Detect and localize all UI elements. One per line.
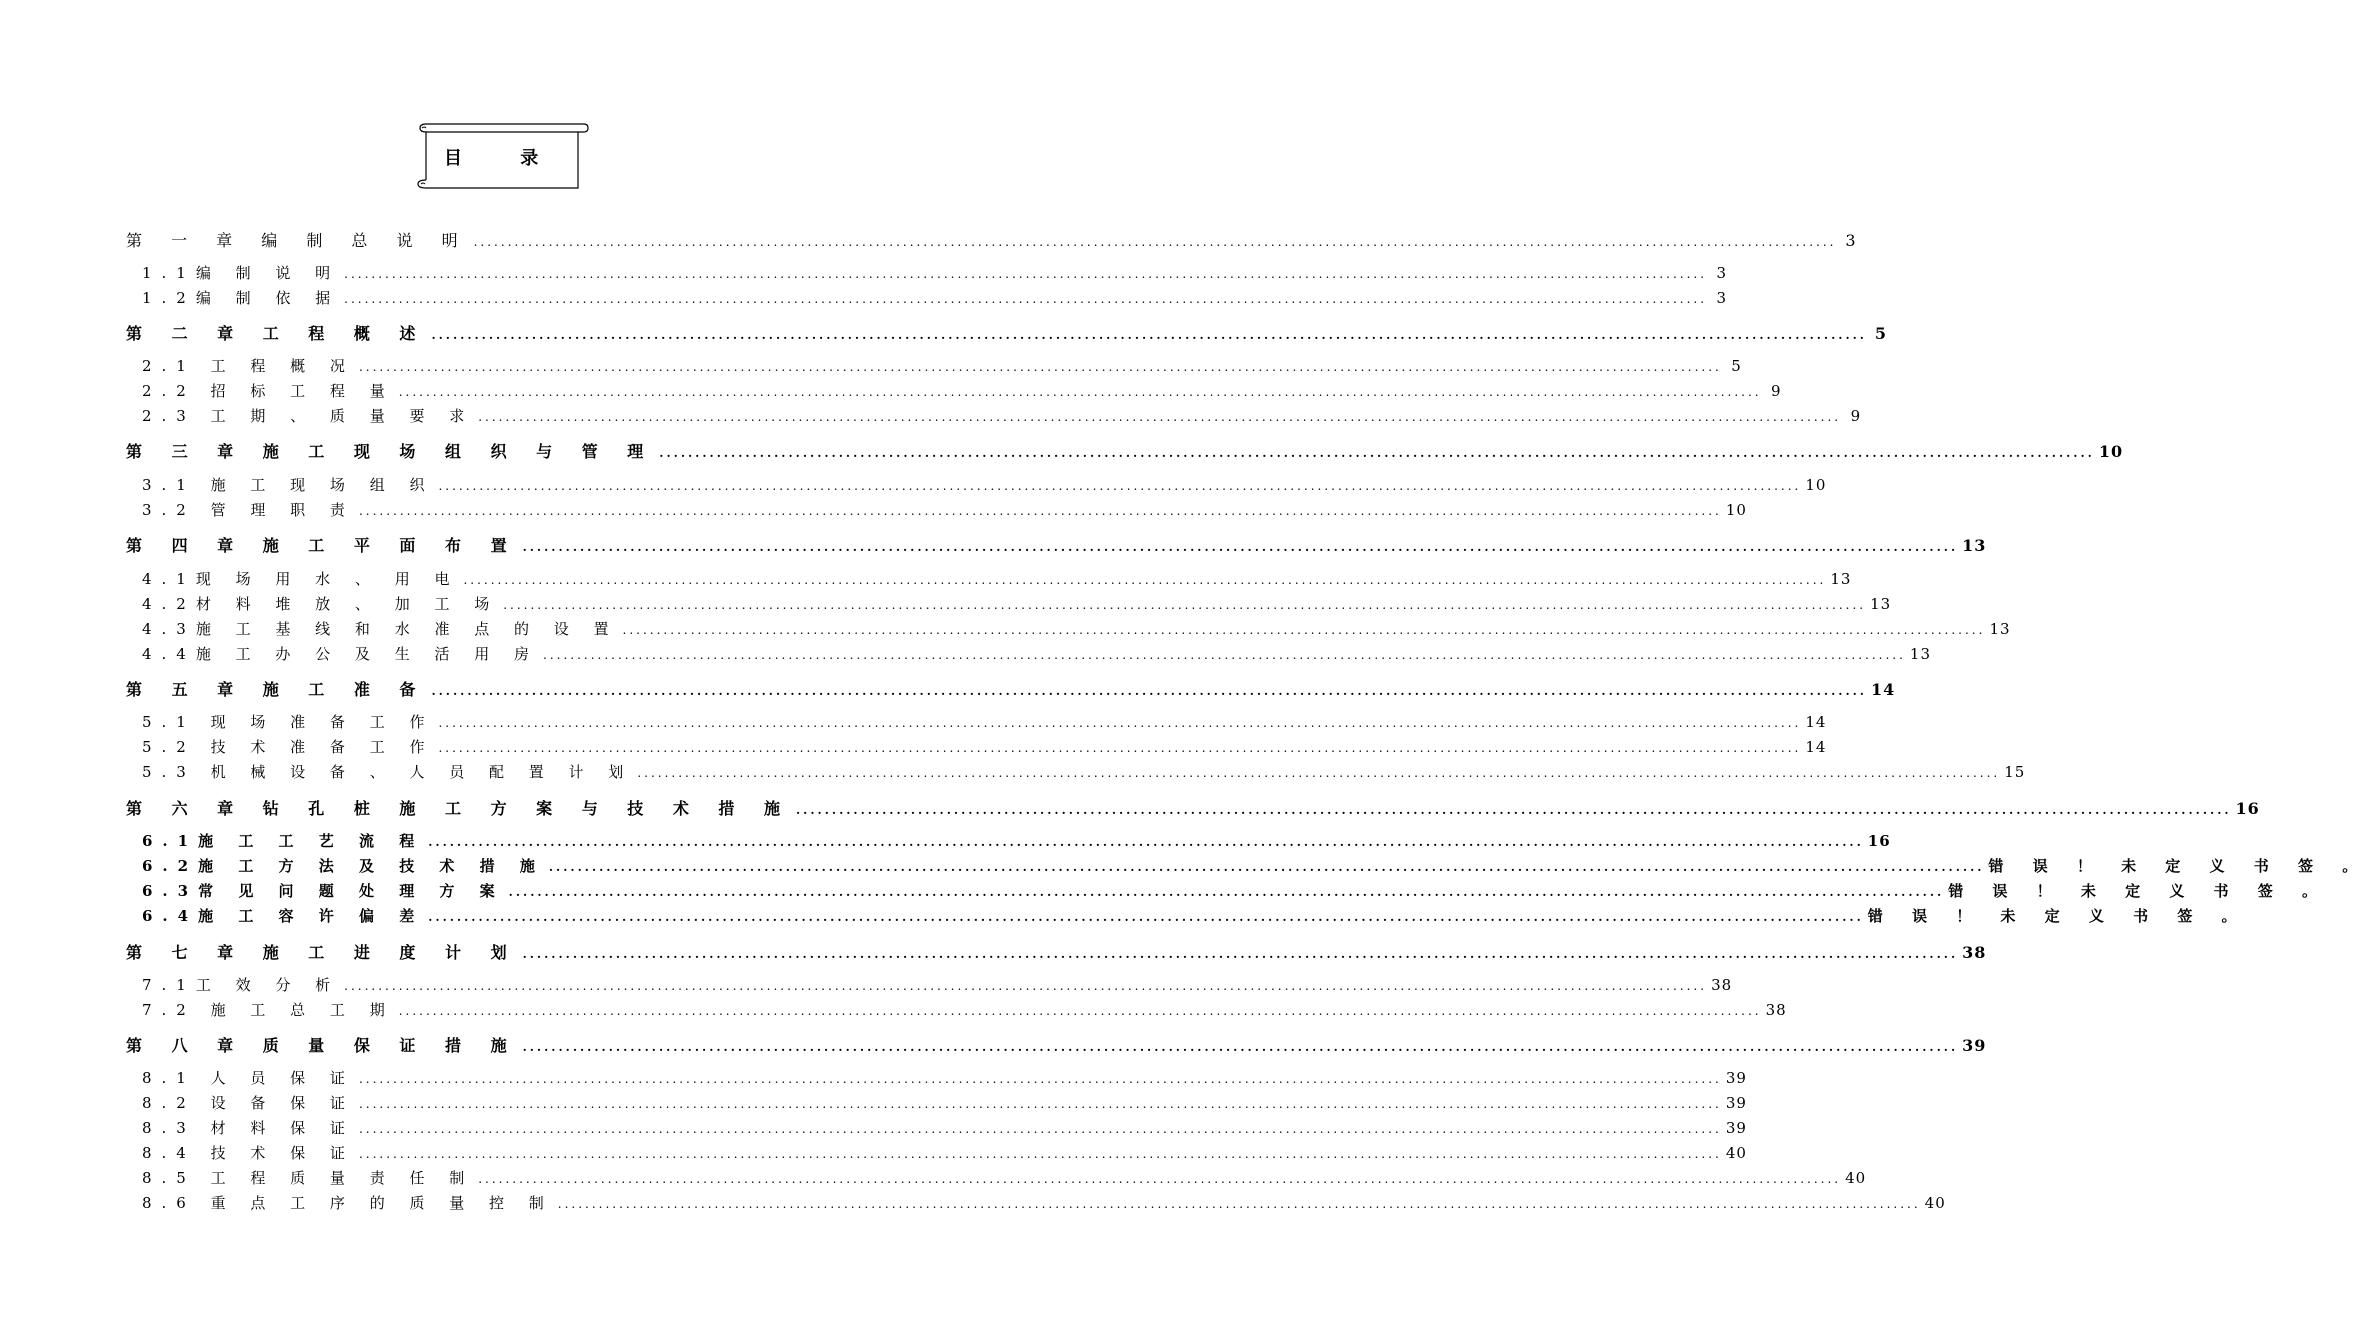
toc-section-entry[interactable]	[142, 568, 1852, 592]
toc-leader-dots: ........................................................................................................................................................................................................	[438, 479, 1802, 493]
toc-chapter-entry[interactable]	[126, 1033, 1987, 1057]
toc-entry-title: 8.1 人 员 保 证	[142, 1069, 355, 1087]
toc-chapter-entry[interactable]	[126, 677, 1896, 701]
toc-entry-title: 8.4 技 术 保 证	[142, 1144, 355, 1162]
toc-section-entry[interactable]	[142, 1092, 1747, 1116]
page-title: 目 录	[444, 148, 565, 169]
toc-entry-title: 第 八 章 质 量 保 证 措 施	[126, 1036, 519, 1055]
toc-entry-title: 4.1现 场 用 水 、 用 电	[142, 570, 460, 588]
toc-entry-title: 1.1编 制 说 明	[142, 264, 341, 282]
toc-entry-title: 4.4施 工 办 公 及 生 活 用 房	[142, 645, 540, 663]
toc-page-number: 39	[1725, 1069, 1747, 1087]
toc-page-number: 39	[1725, 1094, 1747, 1112]
toc-page-number: 10	[1805, 476, 1827, 494]
toc-entry-title: 6.1施 工 工 艺 流 程	[142, 832, 425, 850]
toc-page-number: 39	[1725, 1119, 1747, 1137]
toc-section-entry[interactable]	[142, 1067, 1747, 1091]
toc-entry-title: 第 二 章 工 程 概 述	[126, 324, 428, 343]
toc-section-entry[interactable]	[142, 974, 1733, 998]
toc-section-entry[interactable]	[142, 405, 1862, 429]
toc-entry-title: 3.2 管 理 职 责	[142, 501, 355, 519]
toc-page-number: 16	[2235, 799, 2260, 818]
toc-chapter-entry[interactable]	[126, 940, 1987, 964]
toc-leader-dots: ........................................................................................................................................................................................................	[543, 648, 1906, 662]
toc-chapter-entry[interactable]	[126, 796, 2260, 820]
toc-entry-title: 8.3 材 料 保 证	[142, 1119, 355, 1137]
toc-leader-dots: ........................................................................................................................................................................................................	[344, 267, 1708, 281]
toc-section-entry[interactable]	[142, 499, 1747, 523]
toc-section-entry[interactable]	[142, 830, 1891, 854]
toc-page-number: 13	[1870, 595, 1892, 613]
toc-entry-title: 4.3施 工 基 线 和 水 准 点 的 设 置	[142, 620, 619, 638]
toc-leader-dots: ........................................................................................................................................................................................................	[508, 885, 1945, 899]
toc-entry-title: 7.1工 效 分 析	[142, 976, 341, 994]
toc-leader-dots: ........................................................................................................................................................................................................	[438, 741, 1802, 755]
toc-leader-dots: ........................................................................................................................................................................................................	[796, 803, 2232, 817]
toc-leader-dots: ........................................................................................................................................................................................................	[522, 947, 1959, 961]
toc-leader-dots: ........................................................................................................................................................................................................	[503, 598, 1867, 612]
toc-leader-dots: ........................................................................................................................................................................................................	[428, 835, 1864, 849]
toc-leader-dots: ........................................................................................................................................................................................................	[463, 573, 1827, 587]
toc-leader-dots: ........................................................................................................................................................................................................	[473, 235, 1837, 249]
toc-leader-dots: ........................................................................................................................................................................................................	[622, 623, 1986, 637]
toc-entry-title: 6.3常 见 问 题 处 理 方 案	[142, 882, 505, 900]
toc-section-entry[interactable]	[142, 618, 2011, 642]
toc-page-number: 14	[1870, 680, 1896, 699]
toc-entry-title: 5.3 机 械 设 备 、 人 员 配 置 计 划	[142, 763, 634, 781]
toc-section-entry[interactable]	[142, 880, 2329, 904]
toc-section-entry[interactable]	[142, 905, 2249, 929]
toc-entry-title: 4.2材 料 堆 放 、 加 工 场	[142, 595, 500, 613]
toc-section-entry[interactable]	[142, 855, 2369, 879]
toc-section-entry[interactable]	[142, 1117, 1747, 1141]
toc-entry-title: 2.3 工 期 、 质 量 要 求	[142, 407, 475, 425]
toc-page-number: 14	[1805, 713, 1827, 731]
toc-entry-title: 5.1 现 场 准 备 工 作	[142, 713, 435, 731]
toc-page-number: 13	[1962, 536, 1987, 555]
toc-page-number: 40	[1725, 1144, 1747, 1162]
toc-leader-dots: ........................................................................................................................................................................................................	[659, 446, 2095, 460]
toc-leader-dots: ........................................................................................................................................................................................................	[344, 979, 1708, 993]
toc-page-number: 13	[1989, 620, 2011, 638]
toc-leader-dots: ........................................................................................................................................................................................................	[358, 1072, 1722, 1086]
toc-page-number: 15	[2004, 763, 2026, 781]
toc-leader-dots: ........................................................................................................................................................................................................	[431, 328, 1867, 342]
toc-section-entry[interactable]	[142, 711, 1827, 735]
toc-page-number: 16	[1867, 832, 1891, 850]
toc-error-text: 错 误 ！ 未 定 义 书 签 。	[1867, 907, 2249, 925]
toc-leader-dots: ........................................................................................................................................................................................................	[358, 504, 1722, 518]
toc-chapter-entry[interactable]	[126, 533, 1987, 557]
toc-section-entry[interactable]	[142, 1167, 1867, 1191]
toc-page-number: 10	[1725, 501, 1747, 519]
toc-page-number: 5	[1874, 324, 1887, 343]
toc-entry-title: 第 五 章 施 工 准 备	[126, 680, 428, 699]
toc-leader-dots: ........................................................................................................................................................................................................	[438, 716, 1802, 730]
toc-leader-dots: ........................................................................................................................................................................................................	[557, 1197, 1921, 1211]
toc-leader-dots: ........................................................................................................................................................................................................	[637, 766, 2001, 780]
toc-page-number: 10	[2098, 442, 2124, 461]
toc-section-entry[interactable]	[142, 761, 2026, 785]
toc-page-number: 38	[1962, 943, 1987, 962]
toc-leader-dots: ........................................................................................................................................................................................................	[344, 292, 1708, 306]
toc-leader-dots: ........................................................................................................................................................................................................	[398, 1004, 1762, 1018]
toc-leader-dots: ........................................................................................................................................................................................................	[478, 410, 1842, 424]
toc-page-number: 39	[1962, 1036, 1987, 1055]
toc-leader-dots: ........................................................................................................................................................................................................	[358, 1147, 1722, 1161]
toc-leader-dots: ........................................................................................................................................................................................................	[358, 360, 1722, 374]
toc-entry-title: 6.2施 工 方 法 及 技 术 措 施	[142, 857, 545, 875]
toc-error-text: 错 误 ！ 未 定 义 书 签 。	[1988, 857, 2369, 875]
toc-leader-dots: ........................................................................................................................................................................................................	[398, 385, 1762, 399]
toc-leader-dots: ........................................................................................................................................................................................................	[478, 1172, 1842, 1186]
toc-page-number: 13	[1830, 570, 1852, 588]
toc-entry-title: 1.2编 制 依 据	[142, 289, 341, 307]
toc-page-number: 38	[1711, 976, 1733, 994]
toc-section-entry[interactable]	[142, 999, 1787, 1023]
toc-leader-dots: ........................................................................................................................................................................................................	[431, 684, 1867, 698]
toc-section-entry[interactable]	[142, 1192, 1946, 1216]
toc-page-number: 40	[1845, 1169, 1867, 1187]
toc-entry-title: 8.6 重 点 工 序 的 质 量 控 制	[142, 1194, 554, 1212]
toc-leader-dots: ........................................................................................................................................................................................................	[522, 540, 1959, 554]
toc-leader-dots: ........................................................................................................................................................................................................	[358, 1097, 1722, 1111]
toc-page-number: 3	[1716, 264, 1728, 282]
toc-chapter-entry[interactable]	[126, 321, 1887, 345]
toc-page-number: 9	[1771, 382, 1782, 400]
toc-page-number: 3	[1716, 289, 1728, 307]
toc-leader-dots: ........................................................................................................................................................................................................	[548, 860, 1985, 874]
toc-entry-title: 3.1 施 工 现 场 组 织	[142, 476, 435, 494]
toc-page-number: 38	[1765, 1001, 1787, 1019]
toc-section-entry[interactable]	[142, 287, 1728, 311]
toc-page-number: 40	[1924, 1194, 1946, 1212]
toc-section-entry[interactable]	[142, 643, 1931, 667]
toc-section-entry[interactable]	[142, 262, 1728, 286]
toc-page-number: 5	[1731, 357, 1742, 375]
toc-section-entry[interactable]	[142, 1142, 1747, 1166]
toc-entry-title: 第 一 章 编 制 总 说 明	[126, 231, 470, 250]
toc-leader-dots: ........................................................................................................................................................................................................	[428, 910, 1864, 924]
toc-page-number: 3	[1845, 231, 1857, 250]
toc-leader-dots: ........................................................................................................................................................................................................	[358, 1122, 1722, 1136]
toc-entry-title: 第 三 章 施 工 现 场 组 织 与 管 理	[126, 442, 656, 461]
toc-page-number: 13	[1909, 645, 1931, 663]
toc-entry-title: 2.1 工 程 概 况	[142, 357, 355, 375]
toc-section-entry[interactable]	[142, 736, 1827, 760]
toc-page-number: 9	[1850, 407, 1862, 425]
toc-entry-title: 5.2 技 术 准 备 工 作	[142, 738, 435, 756]
toc-chapter-entry[interactable]	[126, 439, 2124, 463]
toc-leader-dots: ........................................................................................................................................................................................................	[522, 1040, 1959, 1054]
toc-entry-title: 第 七 章 施 工 进 度 计 划	[126, 943, 519, 962]
toc-entry-title: 7.2 施 工 总 工 期	[142, 1001, 395, 1019]
toc-entry-title: 6.4施 工 容 许 偏 差	[142, 907, 425, 925]
toc-section-entry[interactable]	[142, 355, 1742, 379]
toc-chapter-entry[interactable]	[126, 228, 1857, 252]
toc-entry-title: 8.2 设 备 保 证	[142, 1094, 355, 1112]
toc-entry-title: 2.2 招 标 工 程 量	[142, 382, 395, 400]
toc-error-text: 错 误 ！ 未 定 义 书 签 。	[1948, 882, 2329, 900]
toc-entry-title: 8.5 工 程 质 量 责 任 制	[142, 1169, 475, 1187]
toc-section-entry[interactable]	[142, 593, 1892, 617]
toc-entry-title: 第 六 章 钻 孔 桩 施 工 方 案 与 技 术 措 施	[126, 799, 792, 818]
toc-entry-title: 第 四 章 施 工 平 面 布 置	[126, 536, 519, 555]
toc-section-entry[interactable]	[142, 474, 1827, 498]
toc-page-number: 14	[1805, 738, 1827, 756]
toc-section-entry[interactable]	[142, 380, 1782, 404]
